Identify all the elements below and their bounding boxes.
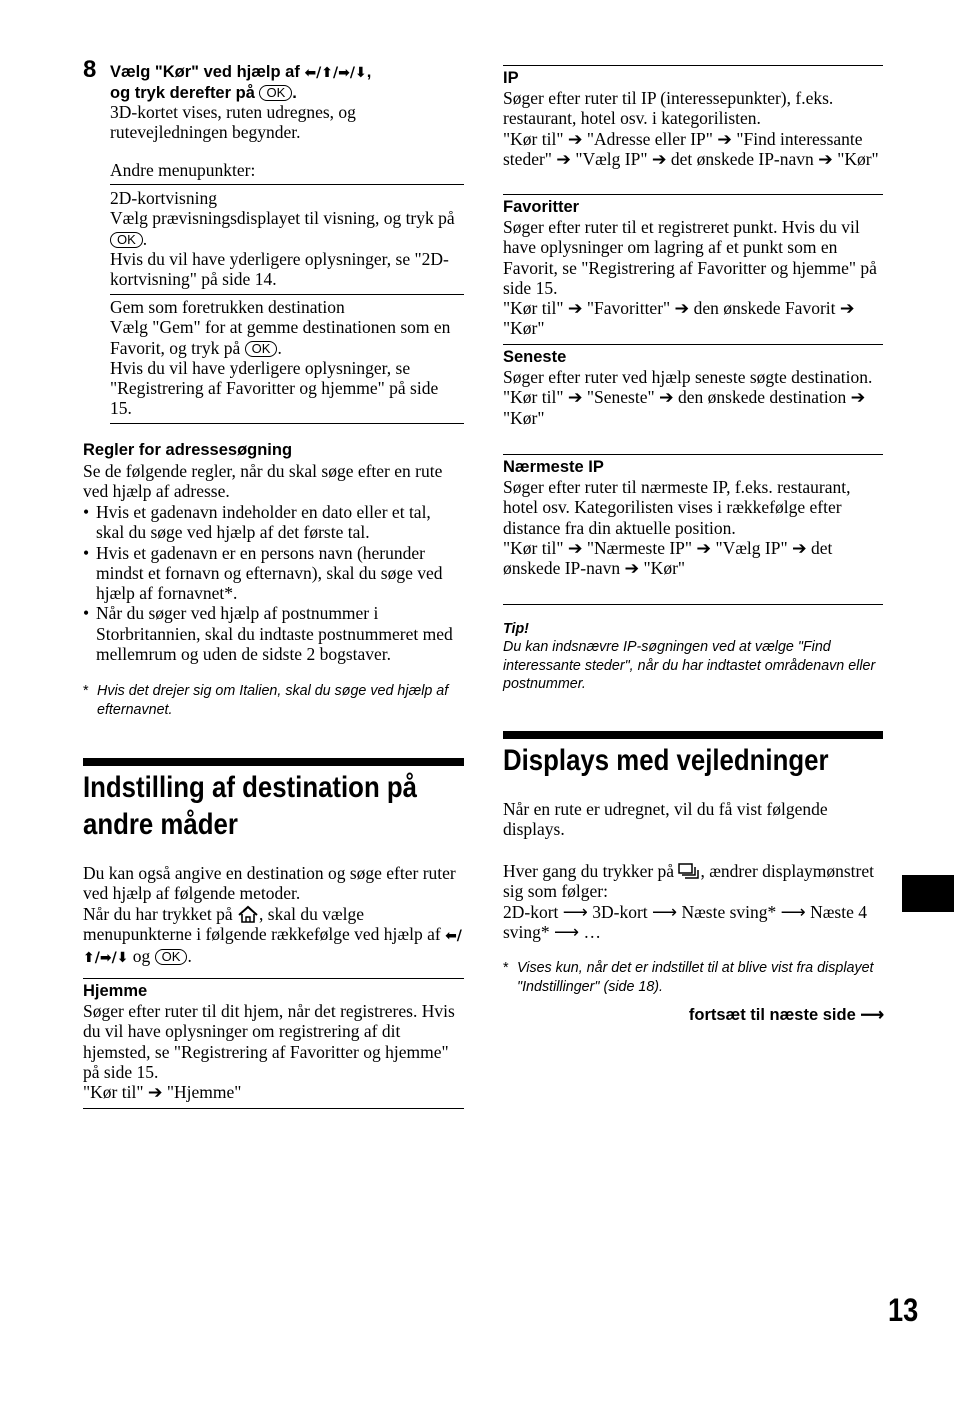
tip-text: Du kan indsnævre IP-søgningen ved at vælge "Find interessante steder", når du har indtastet områdenavn eller postnummer. [503, 639, 876, 692]
entry-path: "Kør til" ➔ "Nærmeste IP" ➔ "Vælg IP" ➔ det ønskede IP-navn ➔ "Kør" [503, 537, 833, 579]
section-title: Indstilling af destination på andre måder [83, 771, 417, 841]
step-number: 8 [83, 56, 97, 83]
page-number: 13 [888, 1292, 919, 1328]
section-rule [83, 758, 464, 766]
menu-item-desc: Vælg prævisningsdisplayet til visning, og tryk på OK . [110, 208, 455, 249]
black-thumb-tab [902, 875, 954, 912]
section-title: Displays med vejledninger [503, 744, 829, 777]
favoritter-entry [503, 197, 883, 339]
section-rule [503, 731, 883, 739]
divider [83, 978, 464, 979]
entry-path: "Kør til" ➔ "Seneste" ➔ den ønskede destination ➔ "Kør" [503, 387, 866, 428]
entry-path: "Kør til" ➔ "Hjemme" [83, 1082, 242, 1103]
rules-intro: Se de følgende regler, når du skal søge efter en rute ved hjælp af adresse. [83, 461, 443, 502]
list-item: • Hvis et gadenavn indeholder en dato eller et tal, skal du søge ved hjælp af det første tal. [83, 502, 463, 543]
entry-text: Søger efter ruter ved hjælp seneste søgte destination. [503, 367, 873, 387]
other-menu-label: Andre menupunkter: [110, 160, 256, 180]
seneste-entry [503, 347, 883, 428]
display-sequence: 2D-kort ⟶ 3D-kort ⟶ Næste sving* ⟶ Næste 4 sving* ⟶ … [503, 901, 867, 942]
display-footnote: * Vises kun, når det er indstillet til at blive vist fra displayet "Indstillinger" (side 18). [503, 960, 874, 995]
entry-title: Nærmeste IP [503, 458, 604, 476]
menu-item-save-favorite [110, 297, 464, 419]
entry-text: Søger efter ruter til dit hjem, når det registreres. Hvis du vil have oplysninger om registrering af dit hjemsted, se "Registrering af Favoritter og hjemme" på side 15. [83, 1001, 455, 1082]
list-item: • Hvis et gadenavn er en persons navn (herunder mindst et fornavn og efternavn), skal du søge ved hjælp af fornavnet*. [83, 543, 463, 604]
entry-title: Seneste [503, 348, 567, 366]
entry-title: Hjemme [83, 982, 148, 1000]
ok-button-icon: OK [110, 232, 143, 248]
list-item: • Når du søger ved hjælp af postnummer i Storbritannien, skal du indtaste postnummeret med mellemrum og uden de sidste 2 bogstaver. [83, 603, 463, 664]
menu-item-desc: Vælg "Gem" for at gemme destinationen som en Favorit, og tryk på OK . [110, 317, 451, 358]
divider [503, 194, 883, 195]
entry-title: IP [503, 69, 519, 87]
entry-text: Søger efter ruter til IP (interessepunkter), f.eks. restaurant, hotel osv. i kategorilisten. [503, 88, 834, 129]
ok-button-icon: OK [155, 949, 188, 965]
continue-link: fortsæt til næste side ⟶ [688, 1006, 884, 1024]
menu-item-more: Hvis du vil have yderligere oplysninger, se "2D-kortvisning" på side 14. [110, 248, 449, 290]
entry-text: Søger efter ruter til nærmeste IP, f.eks. restaurant, hotel osv. Kategorilisten vises i rækkefølge efter distance fra din aktuelle position. [503, 477, 851, 538]
section-intro: Når en rute er udregnet, vil du få vist følgende displays. [503, 799, 828, 840]
step-8-text: 3D-kortet vises, ruten udregnes, og rutevejledningen begynder. [110, 102, 356, 143]
menu-item-more: Hvis du vil have yderligere oplysninger, se "Registrering af Favoritter og hjemme" på side 15. [110, 357, 439, 419]
entry-text: Søger efter ruter til et registreret punkt. Hvis du vil have oplysninger om lagring af et punkt som en Favorit, se "Registrering af Favoritter og hjemme" på side 15. [503, 217, 877, 298]
tip-label: Tip! [503, 621, 529, 637]
divider [503, 454, 883, 455]
ok-button-icon: OK [245, 341, 278, 357]
menu-item-title: 2D-kortvisning [110, 188, 217, 208]
ip-entry [503, 68, 883, 169]
divider [110, 184, 464, 185]
rules-footnote: * Hvis det drejer sig om Italien, skal du søge ved hjælp af efternavnet. [83, 683, 449, 718]
naermeste-entry [503, 457, 883, 578]
divider [110, 423, 464, 424]
divider [503, 604, 883, 605]
step-8-instruction: Vælg "Kør" ved hjælp af ⬅/⬆/➡/⬇, og tryk derefter på OK . [110, 63, 372, 102]
menu-item-2d-view [110, 188, 464, 289]
ok-button-icon: OK [259, 85, 292, 101]
hjemme-entry [83, 981, 464, 1102]
divider [503, 344, 883, 345]
arrow-keys-icon: ⬅/⬆/➡/⬇ [83, 927, 462, 967]
entry-path: "Kør til" ➔ "Adresse eller IP" ➔ "Find interessante steder" ➔ "Vælg IP" ➔ det ønskede IP-navn ➔ "Kør" [503, 128, 879, 169]
home-menu-icon [237, 905, 259, 923]
rules-heading: Regler for adressesøgning [83, 441, 293, 459]
divider [110, 294, 464, 295]
rules-list [83, 502, 463, 664]
entry-title: Favoritter [503, 198, 580, 216]
arrow-keys-icon: ⬅/⬆/➡/⬇ [304, 65, 367, 81]
divider [503, 65, 883, 66]
entry-path: "Kør til" ➔ "Favoritter" ➔ den ønskede Favorit ➔ "Kør" [503, 298, 855, 339]
section-intro: Du kan også angive en destination og søge efter ruter ved hjælp af følgende metoder. Når du har trykket på , skal du vælge menupunkterne i følgende rækkefølge ved hjælp af ⬅/⬆/➡/⬇ og OK . [83, 863, 462, 967]
menu-item-title: Gem som foretrukken destination [110, 297, 345, 317]
divider [83, 1108, 464, 1109]
display-cycle-text: Hver gang du trykker på , ændrer displaymønstret sig som følger: 2D-kort ⟶ 3D-kort ⟶ Næste sving* ⟶ Næste 4 sving* ⟶ … [503, 861, 883, 942]
display-mode-icon [678, 863, 700, 879]
